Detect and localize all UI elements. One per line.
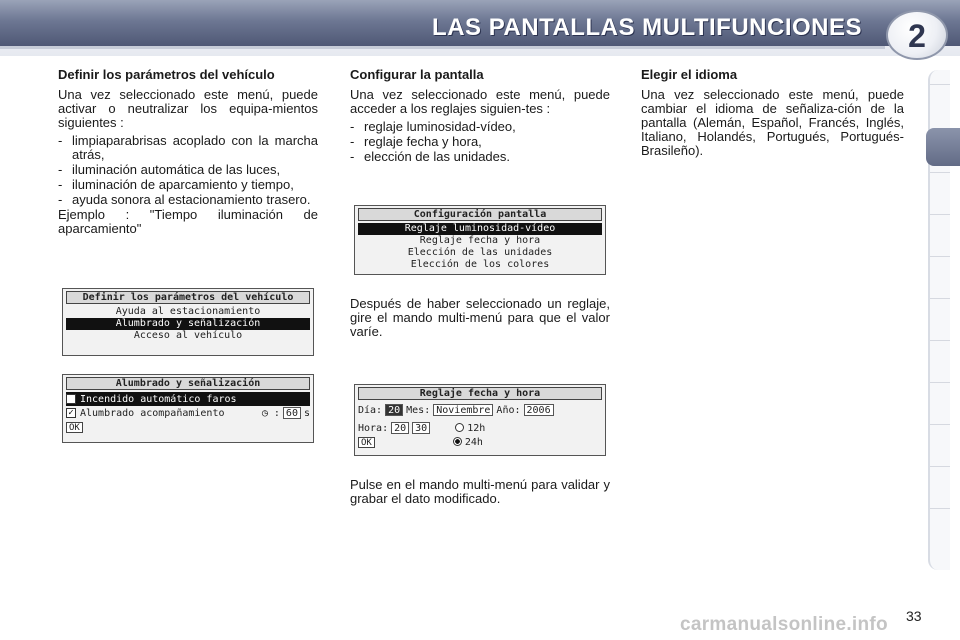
- month-field[interactable]: Noviembre: [433, 404, 493, 416]
- day-field[interactable]: 20: [385, 404, 403, 416]
- list-item: - ayuda sonora al estacionamiento trasero.: [58, 193, 318, 207]
- menu-item[interactable]: Acceso al vehículo: [133, 330, 243, 341]
- list-item: - reglaje fecha y hora,: [350, 135, 610, 149]
- format-12h-option[interactable]: [455, 423, 485, 434]
- date-row: [358, 403, 602, 417]
- chapter-tab[interactable]: [930, 214, 950, 252]
- screen-date-time: [354, 384, 606, 456]
- section-intro: Una vez seleccionado este menú, puede acceder a los reglajes siguien-tes :: [350, 87, 610, 116]
- section-text: Una vez seleccionado este menú, puede cambiar el idioma de señaliza-ción de la pantalla (Alemán, Español, Francés, Inglés, Italiano, Holandés, Portugués, Portugués-Brasileño).: [641, 87, 904, 158]
- format-24h-label: 24h: [464, 436, 483, 448]
- month-label: Mes:: [406, 404, 431, 416]
- format-12h-label: 12h: [467, 422, 486, 434]
- screen-title: Alumbrado y señalización: [66, 377, 310, 390]
- radio-24h[interactable]: [453, 437, 462, 446]
- header-stripe: [0, 46, 885, 49]
- chapter-tab[interactable]: [930, 298, 950, 336]
- ok-button[interactable]: OK: [66, 422, 83, 433]
- chapter-tab[interactable]: [930, 256, 950, 294]
- duration-field[interactable]: 60: [283, 407, 301, 419]
- menu-item[interactable]: Elección de las unidades: [407, 247, 553, 258]
- list-item: - iluminación de aparcamiento y tiempo,: [58, 178, 318, 192]
- menu-item[interactable]: Elección de los colores: [410, 259, 550, 270]
- chapter-tab[interactable]: [930, 382, 950, 420]
- chapter-tab-active[interactable]: [926, 128, 960, 166]
- time-row: [358, 421, 602, 435]
- menu-item-selected[interactable]: Alumbrado y señalización: [66, 318, 310, 330]
- chapter-badge: [886, 10, 948, 60]
- section-heading: Definir los parámetros del vehículo: [58, 67, 275, 82]
- validate-text: Pulse en el mando multi-menú para validar y grabar el dato modificado.: [350, 477, 610, 506]
- duration-unit: s: [303, 407, 310, 419]
- list-item: - limpiaparabrisas acoplado con la marcha atrás,: [58, 134, 318, 162]
- settings-list: [350, 120, 610, 164]
- menu-item[interactable]: Reglaje fecha y hora: [419, 235, 541, 246]
- after-selection-text: Después de haber seleccionado un reglaje, gire el mando multi-menú para que el valor varíe.: [350, 296, 610, 339]
- year-label: Año:: [496, 404, 521, 416]
- ok-row: [66, 420, 310, 434]
- screen-title: Reglaje fecha y hora: [358, 387, 602, 400]
- chapter-tab[interactable]: [930, 466, 950, 504]
- watermark: carmanualsonline.info: [680, 614, 888, 635]
- list-item: - reglaje luminosidad-vídeo,: [350, 120, 610, 134]
- ok-button[interactable]: OK: [358, 437, 375, 448]
- screen-vehicle-parameters: [62, 288, 314, 356]
- section-heading: Elegir el idioma: [641, 67, 738, 82]
- screen-lighting: [62, 374, 314, 443]
- hour-label: Hora:: [358, 422, 389, 434]
- checkbox-checked[interactable]: ✓: [66, 408, 76, 418]
- section-intro: Una vez seleccionado este menú, puede activar o neutralizar los equipa-mientos siguientes :: [58, 87, 318, 130]
- menu-item[interactable]: Ayuda al estacionamiento: [115, 306, 261, 317]
- minute-field[interactable]: 30: [412, 422, 430, 434]
- page-header: [0, 0, 960, 56]
- chapter-tab[interactable]: [930, 340, 950, 378]
- feature-list: [58, 134, 318, 207]
- hour-field[interactable]: 20: [391, 422, 409, 434]
- timer-icon: ◷ :: [261, 407, 280, 419]
- year-field[interactable]: 2006: [524, 404, 554, 416]
- chapter-tab[interactable]: [930, 172, 950, 210]
- checkbox-unchecked[interactable]: [66, 394, 76, 404]
- radio-12h[interactable]: [455, 423, 464, 432]
- chapter-number: 2: [908, 18, 926, 54]
- screen-title: Definir los parámetros del vehículo: [66, 291, 310, 304]
- section-vehicle-parameters: [58, 68, 318, 240]
- page-number: 33: [906, 608, 922, 624]
- option-row[interactable]: [66, 406, 310, 420]
- option-label: Alumbrado acompañamiento: [80, 407, 225, 419]
- format-24h-option[interactable]: [453, 437, 483, 448]
- section-heading: Configurar la pantalla: [350, 67, 484, 82]
- list-item: - elección de las unidades.: [350, 150, 610, 164]
- section-language: [641, 68, 904, 162]
- chapter-tab[interactable]: [930, 424, 950, 462]
- page-title: LAS PANTALLAS MULTIFUNCIONES: [432, 14, 862, 41]
- example-text: Ejemplo : "Tiempo iluminación de aparcamiento": [58, 207, 318, 236]
- option-row[interactable]: [66, 392, 310, 406]
- section-configure-screen: [350, 68, 610, 165]
- list-item: - iluminación automática de las luces,: [58, 163, 318, 177]
- option-label: Incendido automático faros: [80, 393, 237, 405]
- chapter-tab[interactable]: [930, 508, 950, 546]
- ok-row: [358, 435, 602, 449]
- screen-configuration: [354, 205, 606, 275]
- menu-item-selected[interactable]: Reglaje luminosidad-vídeo: [358, 223, 602, 235]
- chapter-tab[interactable]: [930, 84, 950, 122]
- day-label: Día:: [358, 404, 383, 416]
- screen-title: Configuración pantalla: [358, 208, 602, 221]
